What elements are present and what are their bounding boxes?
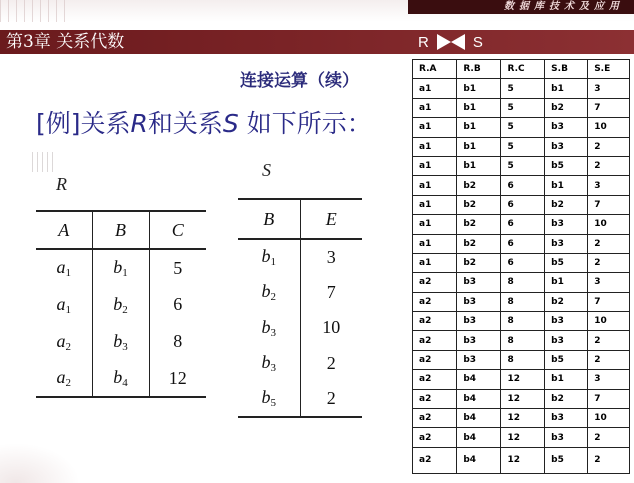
result-cell: b3	[545, 331, 588, 350]
result-cell: a1	[413, 118, 457, 137]
table-cell: 10	[300, 310, 362, 346]
result-cell: b4	[457, 447, 501, 473]
table-cell	[238, 381, 300, 417]
result-cell: 10	[588, 118, 630, 137]
table-cell: 2	[300, 381, 362, 417]
result-cell: b3	[457, 312, 501, 331]
result-cell: 7	[588, 389, 630, 408]
result-cell: b4	[457, 428, 501, 447]
table-row	[238, 275, 362, 311]
column-header: B	[238, 199, 300, 239]
result-cell: 6	[501, 234, 545, 253]
result-row	[413, 156, 630, 175]
result-cell: a2	[413, 428, 457, 447]
sub-heading: 连接运算（续）	[240, 71, 359, 91]
cell-subscript: 1	[122, 267, 128, 279]
join-operator-header	[418, 30, 483, 54]
cell-symbol: b	[113, 330, 123, 351]
result-cell: b1	[457, 156, 501, 175]
result-row	[413, 331, 630, 350]
table-cell	[36, 286, 92, 323]
result-cell: 2	[588, 428, 630, 447]
table-cell: 7	[300, 275, 362, 311]
result-cell: b2	[545, 98, 588, 117]
result-header-row	[413, 60, 630, 79]
table-cell: 8	[149, 323, 206, 360]
decorative-lines	[32, 152, 56, 172]
bottom-decoration	[0, 443, 80, 483]
result-cell: 6	[501, 176, 545, 195]
result-cell: 12	[501, 370, 545, 389]
result-cell: b5	[545, 156, 588, 175]
column-header: E	[300, 199, 362, 239]
example-relation-r: R	[130, 109, 148, 138]
cell-symbol: a	[56, 330, 66, 351]
result-cell: b3	[545, 234, 588, 253]
result-cell: a2	[413, 447, 457, 473]
result-row	[413, 447, 630, 473]
result-cell: 8	[501, 292, 545, 311]
result-cell: a2	[413, 409, 457, 428]
result-cell: b1	[545, 370, 588, 389]
result-cell: a1	[413, 215, 457, 234]
result-cell: b3	[545, 428, 588, 447]
result-cell: b3	[457, 331, 501, 350]
result-cell: b1	[545, 273, 588, 292]
operator-right-relation: S	[472, 33, 483, 51]
cell-subscript: 2	[65, 377, 71, 389]
result-cell: a2	[413, 370, 457, 389]
table-cell: 3	[300, 239, 362, 275]
result-cell: 7	[588, 98, 630, 117]
cell-symbol: b	[261, 352, 271, 373]
result-row	[413, 409, 630, 428]
result-cell: b2	[457, 234, 501, 253]
result-cell: 3	[588, 79, 630, 98]
result-cell: 2	[588, 350, 630, 369]
result-cell: b1	[457, 137, 501, 156]
cell-subscript: 1	[270, 256, 276, 269]
column-header: C	[149, 211, 206, 249]
result-cell: b3	[457, 292, 501, 311]
cell-subscript: 2	[65, 340, 71, 353]
cell-symbol: a	[56, 367, 66, 387]
table-cell: 6	[149, 286, 206, 323]
result-cell: 7	[588, 195, 630, 214]
brand-banner: 数据库技术及应用	[408, 0, 634, 14]
relation-s-header-row	[238, 199, 362, 239]
cell-subscript: 5	[270, 397, 276, 410]
result-row	[413, 137, 630, 156]
result-cell: b2	[545, 195, 588, 214]
table-cell	[36, 323, 92, 360]
column-header: A	[36, 211, 92, 249]
result-row	[413, 350, 630, 369]
relation-s-name: S	[262, 160, 271, 180]
result-cell: 3	[588, 273, 630, 292]
result-cell: 5	[501, 156, 545, 175]
table-row	[36, 249, 206, 286]
result-cell: 5	[501, 137, 545, 156]
result-cell: b1	[457, 79, 501, 98]
result-column-header: R.B	[457, 60, 501, 79]
result-row	[413, 370, 630, 389]
example-mid: 和关系	[147, 109, 223, 138]
table-cell	[238, 275, 300, 311]
relation-r-header-row	[36, 211, 206, 249]
table-cell	[92, 360, 149, 397]
cell-subscript: 1	[65, 303, 71, 316]
table-cell: 2	[300, 346, 362, 382]
operator-left-relation: R	[418, 33, 429, 51]
example-prefix: [例]关系	[36, 109, 131, 138]
result-cell: 12	[501, 428, 545, 447]
result-cell: 5	[501, 98, 545, 117]
result-cell: b2	[457, 176, 501, 195]
cell-symbol: b	[113, 257, 123, 277]
result-cell: a2	[413, 312, 457, 331]
result-cell: 6	[501, 215, 545, 234]
result-cell: 8	[501, 312, 545, 331]
result-cell: 12	[501, 409, 545, 428]
top-grid-decoration	[0, 0, 70, 22]
result-cell: 2	[588, 234, 630, 253]
result-cell: b2	[457, 195, 501, 214]
example-suffix: 如下所示：	[238, 109, 372, 138]
cell-subscript: 3	[270, 326, 276, 339]
cell-symbol: a	[56, 257, 66, 277]
chapter-title: 第3章 关系代数	[6, 32, 125, 52]
table-row	[238, 381, 362, 417]
cell-symbol: b	[261, 387, 271, 408]
table-cell	[238, 346, 300, 382]
relation-r-name: R	[56, 174, 67, 194]
result-row	[413, 312, 630, 331]
table-cell	[92, 323, 149, 360]
result-cell: b3	[545, 312, 588, 331]
result-cell: a1	[413, 195, 457, 214]
result-cell: a2	[413, 389, 457, 408]
result-cell: b2	[457, 215, 501, 234]
cell-subscript: 4	[122, 377, 128, 389]
table-cell	[36, 249, 92, 286]
cell-symbol: b	[261, 246, 271, 267]
result-cell: 3	[588, 370, 630, 389]
result-cell: 2	[588, 331, 630, 350]
relation-s-table	[238, 198, 362, 418]
result-cell: b2	[545, 389, 588, 408]
example-relation-s: S	[222, 109, 239, 138]
result-cell: 6	[501, 253, 545, 272]
result-cell: a2	[413, 292, 457, 311]
result-cell: 6	[501, 195, 545, 214]
cell-symbol: b	[261, 316, 271, 337]
result-cell: 2	[588, 156, 630, 175]
result-cell: b3	[545, 409, 588, 428]
result-row	[413, 195, 630, 214]
result-cell: a1	[413, 234, 457, 253]
result-cell: 2	[588, 137, 630, 156]
result-cell: 8	[501, 350, 545, 369]
result-row	[413, 292, 630, 311]
result-cell: a2	[413, 350, 457, 369]
result-cell: a1	[413, 253, 457, 272]
table-row	[238, 239, 362, 275]
result-row	[413, 79, 630, 98]
result-cell: b3	[545, 137, 588, 156]
table-cell	[238, 239, 300, 275]
result-row	[413, 428, 630, 447]
cell-subscript: 3	[122, 340, 128, 353]
result-column-header: S.E	[588, 60, 630, 79]
result-cell: b1	[545, 79, 588, 98]
cell-subscript: 1	[65, 267, 71, 279]
table-cell	[238, 310, 300, 346]
result-cell: a1	[413, 137, 457, 156]
result-cell: b5	[545, 350, 588, 369]
cell-subscript: 2	[122, 303, 128, 316]
cell-symbol: b	[113, 293, 123, 314]
result-cell: b2	[457, 253, 501, 272]
result-row	[413, 98, 630, 117]
result-cell: b3	[457, 273, 501, 292]
result-row	[413, 215, 630, 234]
table-cell	[36, 360, 92, 397]
result-cell: b1	[457, 118, 501, 137]
cell-subscript: 2	[270, 291, 276, 304]
cell-subscript: 3	[270, 362, 276, 375]
table-row	[36, 360, 206, 397]
result-cell: b3	[545, 118, 588, 137]
result-cell: b4	[457, 409, 501, 428]
result-cell: a2	[413, 273, 457, 292]
result-column-header: R.C	[501, 60, 545, 79]
table-cell	[92, 249, 149, 286]
cell-symbol: b	[261, 281, 271, 302]
table-row	[36, 323, 206, 360]
result-cell: b1	[545, 176, 588, 195]
result-cell: 5	[501, 79, 545, 98]
table-cell: 12	[149, 360, 206, 397]
example-statement	[36, 104, 372, 140]
result-row	[413, 118, 630, 137]
result-row	[413, 389, 630, 408]
result-cell: 5	[501, 118, 545, 137]
table-cell	[92, 286, 149, 323]
result-cell: 10	[588, 215, 630, 234]
result-cell: a2	[413, 331, 457, 350]
result-cell: 12	[501, 389, 545, 408]
cell-symbol: b	[113, 367, 123, 387]
result-cell: 10	[588, 409, 630, 428]
result-row	[413, 273, 630, 292]
table-row	[238, 310, 362, 346]
cell-symbol: a	[56, 293, 66, 314]
result-cell: 2	[588, 447, 630, 473]
result-cell: 7	[588, 292, 630, 311]
result-cell: 8	[501, 331, 545, 350]
result-cell: 10	[588, 312, 630, 331]
result-row	[413, 234, 630, 253]
table-row	[238, 346, 362, 382]
result-cell: 2	[588, 253, 630, 272]
result-cell: a1	[413, 156, 457, 175]
result-column-header: R.A	[413, 60, 457, 79]
result-cell: b5	[545, 253, 588, 272]
result-cell: 8	[501, 273, 545, 292]
result-cell: 3	[588, 176, 630, 195]
result-cell: b1	[457, 98, 501, 117]
result-cell: b3	[457, 350, 501, 369]
result-cell: a1	[413, 176, 457, 195]
relation-r-table	[36, 210, 206, 398]
result-cell: b2	[545, 292, 588, 311]
column-header: B	[92, 211, 149, 249]
result-cell: b3	[545, 215, 588, 234]
result-cell: b4	[457, 370, 501, 389]
title-bar	[0, 30, 634, 54]
result-row	[413, 176, 630, 195]
result-cell: b5	[545, 447, 588, 473]
result-cell: a1	[413, 79, 457, 98]
result-row	[413, 253, 630, 272]
join-result-table	[412, 59, 630, 474]
natural-join-bowtie-icon	[437, 34, 465, 50]
result-column-header: S.B	[545, 60, 588, 79]
result-cell: b4	[457, 389, 501, 408]
table-row	[36, 286, 206, 323]
result-cell: 12	[501, 447, 545, 473]
table-cell: 5	[149, 249, 206, 286]
result-cell: a1	[413, 98, 457, 117]
